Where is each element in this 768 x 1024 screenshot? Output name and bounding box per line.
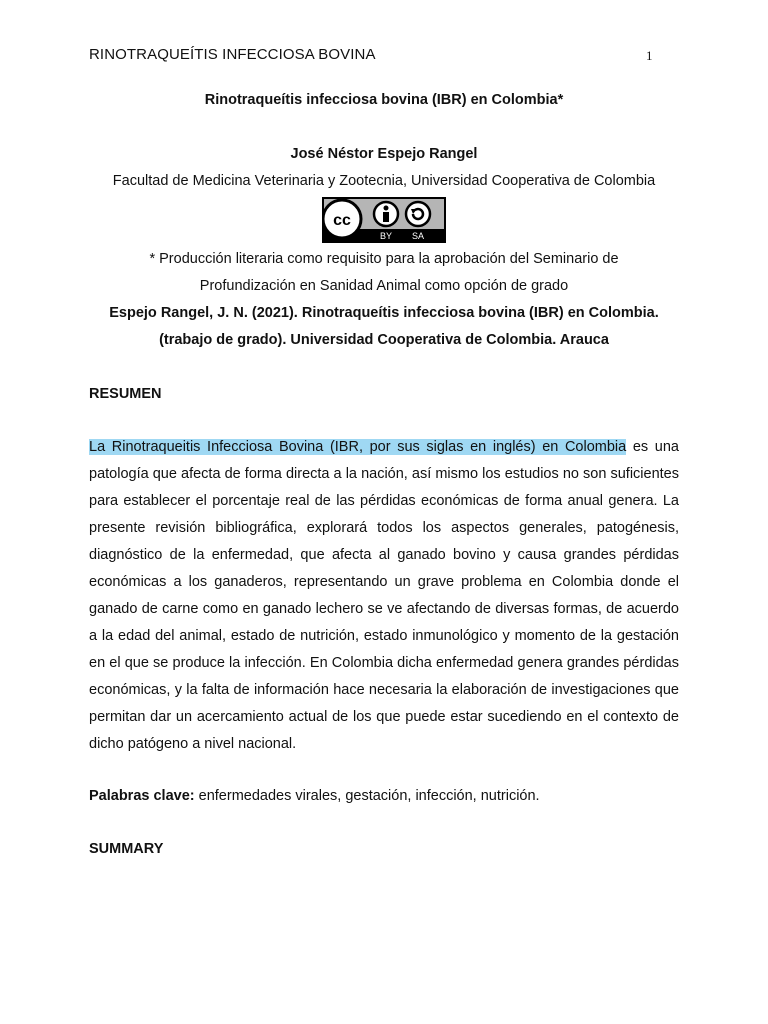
note-line-1: * Producción literaria como requisito para la aprobación del Seminario de: [149, 251, 619, 267]
document-title: Rinotraqueítis infecciosa bovina (IBR) en Colombia*: [204, 92, 564, 108]
affiliation: Facultad de Medicina Veterinaria y Zootecnia, Universidad Cooperativa de Colombia: [112, 173, 656, 189]
resumen-paragraph: [89, 434, 679, 758]
license-sa-label: SA: [411, 231, 425, 241]
citation-line-2: (trabajo de grado). Universidad Cooperativa de Colombia. Arauca: [159, 332, 609, 348]
author-name: José Néstor Espejo Rangel: [290, 146, 478, 162]
page-number: 1: [646, 48, 653, 63]
note-line-2: Profundización en Sanidad Animal como opción de grado: [199, 278, 569, 294]
keywords-label: Palabras clave:: [89, 788, 195, 804]
resumen-heading: RESUMEN: [89, 386, 162, 402]
summary-heading: SUMMARY: [89, 841, 164, 857]
share-alike-icon: [406, 202, 430, 226]
resumen-body-text: es una patología que afecta de forma directa a la nación, así mismo los estudios no son suficientes para establecer el porcentaje real de las pérdidas económicas de forma anual genera. La presente revisión bibliográfica, explorará todos los aspectos generales, patogénesis, diagnóstico de la enfermedad, que afecta al ganado bovino y causa grandes pérdidas económicas a los ganaderos, representando un grave problema en Colombia donde el ganado de carne como en ganado lechero se ve afectando de diversas formas, de acuerdo a la edad del animal, estado de nutrición, estado inmunológico y momento de la gestación en el que se produce la infección. En Colombia dicha enfermedad genera grandes pérdidas económicas, y la falta de información hace necesaria la elaboración de investigaciones que permitan dar un acercamiento actual de los que puede estar sucediendo en el contexto de dicho patógeno a nivel nacional.: [89, 439, 679, 752]
highlighted-text: La Rinotraqueitis Infecciosa Bovina (IBR, por sus siglas en inglés) en Colombia: [89, 439, 627, 455]
keywords-line: [89, 783, 679, 810]
license-by-label: BY: [379, 231, 393, 241]
cc-glyph: cc: [333, 212, 351, 229]
citation-line-1: Espejo Rangel, J. N. (2021). Rinotraqueítis infecciosa bovina (IBR) en Colombia.: [109, 305, 659, 321]
cc-by-sa-badge-icon: [322, 197, 446, 243]
running-head: RINOTRAQUEÍTIS INFECCIOSA BOVINA: [89, 46, 376, 63]
keywords-text: enfermedades virales, gestación, infección, nutrición.: [194, 788, 540, 804]
